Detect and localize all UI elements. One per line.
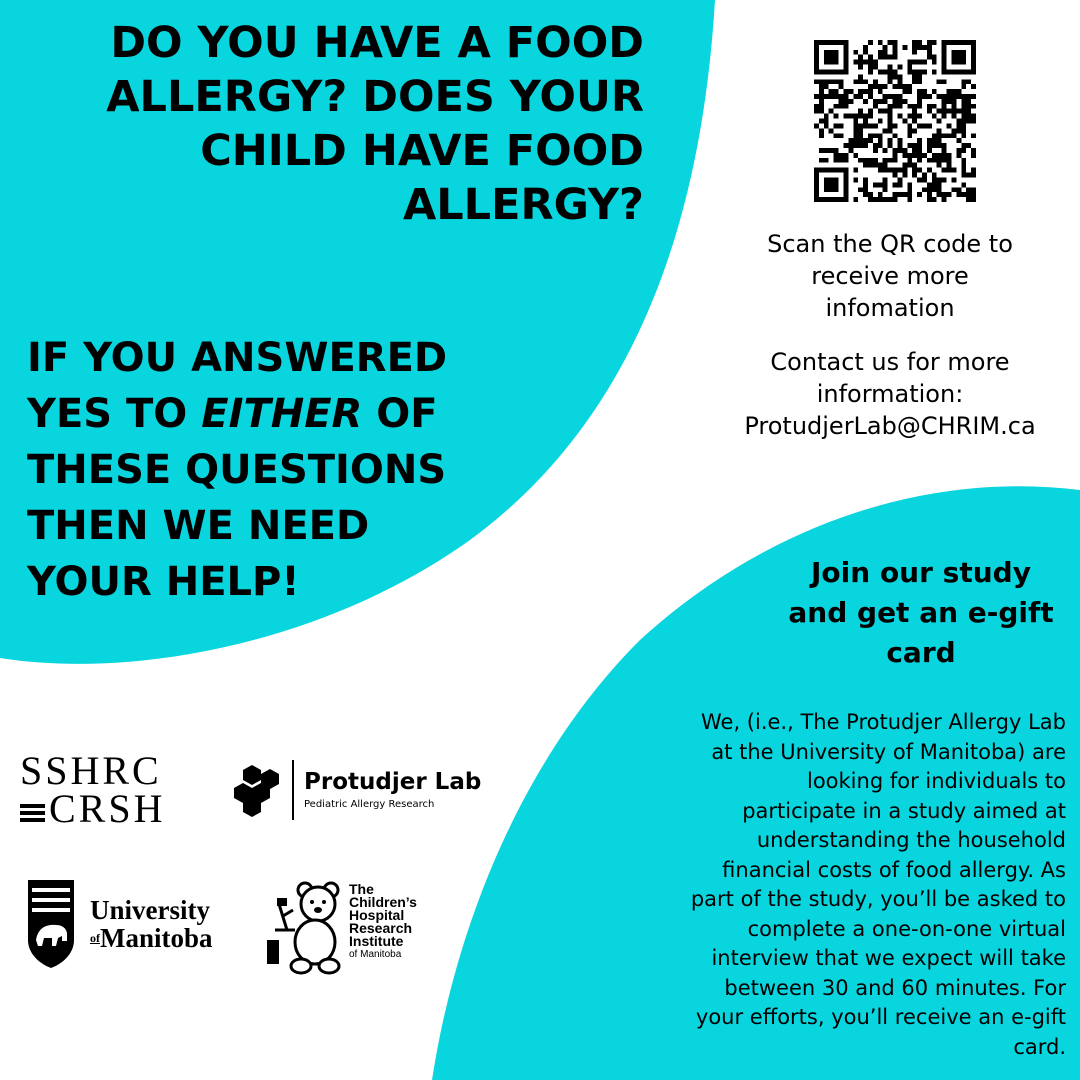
callout-text [27, 330, 507, 610]
callout-line: THESE QUESTIONS [27, 447, 447, 493]
qr-caption-line: receive more [811, 262, 969, 290]
chrim-subline: of Manitoba [349, 949, 402, 960]
contact-label-line: Contact us for more [770, 348, 1010, 376]
callout-line: YOUR HELP! [27, 559, 300, 605]
study-description-line: complete a one-on-one virtual [747, 916, 1066, 941]
callout-line-prefix: YES TO [27, 391, 202, 437]
chrim-line: The [349, 881, 374, 897]
callout-line-suffix: OF [362, 391, 438, 437]
protudjer-lab-logo [232, 760, 481, 820]
sshrc-logo-text: SSHRC [20, 748, 162, 793]
protudjer-lab-name: Protudjer Lab [304, 768, 482, 795]
headline-question [24, 16, 644, 232]
qr-caption-line: Scan the QR code to [767, 230, 1013, 258]
manitoba-word: Manitoba [100, 923, 213, 953]
bison-shield-icon [26, 878, 76, 970]
protudjer-lab-tagline: Pediatric Allergy Research [304, 798, 435, 810]
chrim-logo-text [349, 883, 417, 976]
contact-label-line: information: [816, 380, 964, 408]
study-description-line: participate in a study aimed at [742, 798, 1066, 823]
study-description-line: card. [1013, 1034, 1066, 1059]
logo-divider [292, 760, 294, 820]
study-description-line: your efforts, you’ll receive an e-gift [695, 1005, 1066, 1029]
study-description-line: financial costs of food allergy. As [722, 857, 1066, 882]
hexagon-cluster-icon [232, 763, 284, 817]
sshrc-logo [20, 748, 166, 831]
study-description-line: looking for individuals to [806, 769, 1066, 793]
crsh-logo-text: CRSH [49, 786, 166, 831]
headline-line: CHILD HAVE FOOD [200, 126, 644, 176]
chrim-line: Institute [349, 933, 404, 949]
callout-line [27, 386, 507, 442]
callout-line: IF YOU ANSWERED [27, 335, 448, 381]
study-heading-line: and get an e-gift [788, 596, 1054, 629]
study-description-line: part of the study, you’ll be asked to [690, 887, 1066, 911]
study-heading-line: Join our study [811, 556, 1031, 589]
study-description [566, 708, 1066, 1062]
study-description-line: We, (i.e., The Protudjer Allergy Lab [701, 710, 1066, 734]
chrim-logo [265, 880, 417, 976]
chrim-line: Research [349, 920, 413, 936]
chrim-line: Children’s [349, 894, 417, 910]
university-word: University [90, 895, 210, 925]
headline-line: ALLERGY? [403, 180, 644, 230]
callout-line: THEN WE NEED [27, 503, 370, 549]
sshrc-bars-icon [20, 801, 45, 825]
qr-code-icon[interactable] [814, 40, 976, 202]
qr-caption-line: infomation [825, 294, 955, 322]
teddy-bear-icon [265, 880, 347, 976]
university-of-manitoba-text [90, 896, 213, 952]
university-of-manitoba-logo [26, 878, 213, 970]
study-heading-line: card [886, 636, 956, 669]
headline-line: DO YOU HAVE A FOOD [110, 18, 644, 68]
contact-email-link[interactable]: ProtudjerLab@CHRIM.ca [744, 412, 1036, 440]
study-heading [760, 553, 1080, 673]
qr-caption [740, 228, 1040, 324]
study-description-line: at the University of Manitoba) are [711, 739, 1066, 764]
chrim-line: Hospital [349, 907, 405, 923]
of-manitoba-row [90, 924, 213, 952]
study-description-line: understanding the household [756, 828, 1066, 852]
of-word: of [90, 931, 100, 945]
crsh-row [20, 786, 166, 831]
headline-line: ALLERGY? DOES YOUR [106, 72, 644, 122]
study-description-line: between 30 and 60 minutes. For [724, 975, 1066, 1000]
contact-label [740, 346, 1040, 410]
callout-emphasis: EITHER [201, 391, 363, 437]
study-description-line: interview that we expect will take [711, 946, 1066, 970]
